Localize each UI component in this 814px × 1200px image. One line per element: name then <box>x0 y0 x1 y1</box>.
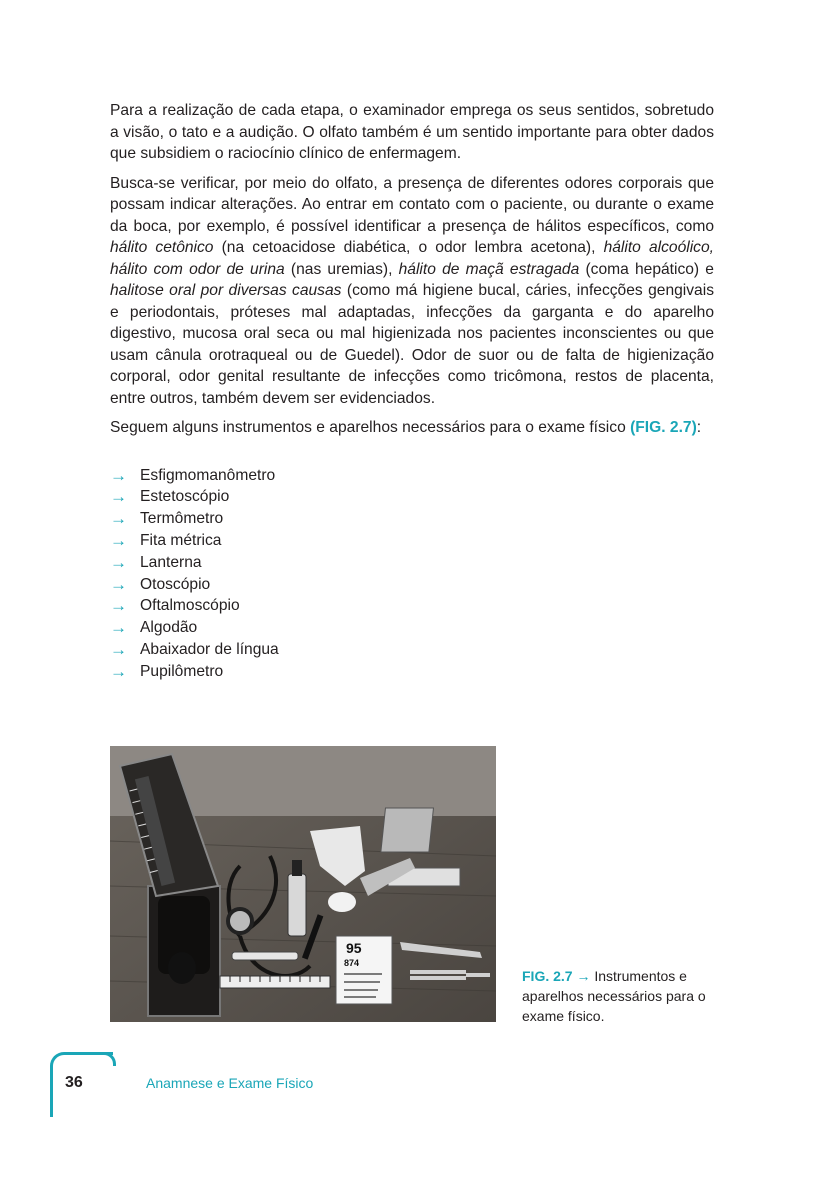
paragraph-olfato <box>110 173 714 410</box>
arrow-right-icon: → <box>110 640 127 660</box>
list-item-label: Oftalmoscópio <box>140 597 240 615</box>
text-run: Busca-se verificar, por meio do olfato, a presença de diferentes odores corporais que possam indicar alterações. Ao entrar em contato com o paciente, ou durante o exame da boca, por exemplo, é possível identificar a presença de hálitos específicos, como <box>110 174 714 235</box>
arrow-right-icon: → <box>110 509 127 529</box>
list-item <box>110 508 714 530</box>
thermometer <box>232 952 298 960</box>
list-item-label: Esfigmomanômetro <box>140 466 276 484</box>
list-item-label: Lanterna <box>140 553 202 571</box>
list-item <box>110 552 714 574</box>
text-run: (na cetoacidose diabética, o odor lembra acetona), <box>213 239 604 256</box>
italic-term: hálito cetônico <box>110 239 214 256</box>
figure-caption-text: Instrumentos e aparelhos necessários para o exame físico. <box>522 968 706 1024</box>
measuring-tape <box>220 976 330 988</box>
text-run: Seguem alguns instrumentos e aparelhos necessários para o exame físico <box>110 419 631 436</box>
list-item <box>110 595 714 617</box>
figure-caption <box>522 966 722 1026</box>
text-run: (coma hepático) e <box>579 260 714 278</box>
text-run: : <box>696 419 702 436</box>
list-item <box>110 573 714 595</box>
running-title: Anamnese e Exame Físico <box>146 1075 314 1091</box>
box <box>381 808 434 852</box>
list-item-label: Pupilômetro <box>140 662 224 680</box>
figure-reference-link[interactable]: (FIG. 2.7) <box>630 419 697 436</box>
list-item-label: Algodão <box>140 619 198 637</box>
list-item <box>110 639 714 661</box>
cotton <box>328 892 356 912</box>
eye-chart-card <box>336 936 392 1004</box>
arrow-right-icon: → <box>110 574 127 594</box>
text-run: (nas uremias), <box>284 260 399 278</box>
arrow-right-icon: → <box>110 465 127 485</box>
list-item-label: Abaixador de língua <box>140 641 279 659</box>
arrow-right-icon: → <box>110 531 127 551</box>
list-item <box>110 661 714 683</box>
eye-chart-line: 95 <box>346 940 362 956</box>
page-number: 36 <box>65 1074 83 1091</box>
paragraph-senses: Para a realização de cada etapa, o examinador emprega os seus sentidos, sobretudo a visão, o tato e a audição. O olfato também é um sentido importante para obter dados que subsidiem o raciocínio clínico de enfermagem. <box>110 102 714 162</box>
arrow-right-icon: → <box>110 618 127 638</box>
italic-term: halitose oral por diversas causas <box>110 282 342 299</box>
list-item-label: Fita métrica <box>140 532 222 550</box>
list-item-label: Otoscópio <box>140 575 211 593</box>
italic-term: hálito de maçã estragada <box>398 260 580 278</box>
italic-term: hálito alcoólico, hálito com odor de urina <box>110 239 714 278</box>
arrow-right-icon: → <box>110 596 127 616</box>
list-item-label: Termômetro <box>140 510 224 528</box>
instruments-photo <box>110 746 496 1022</box>
paragraph-instruments-intro <box>110 417 714 439</box>
otoscope <box>288 874 306 936</box>
arrow-right-icon: → <box>110 487 127 507</box>
text-run: (como má higiene bucal, cáries, infecções gengivais e periodontais, próteses mal adaptadas, infecções da garganta e do aparelho digestivo, mucosa oral seca ou mal higienizada nos pacientes inconscientes ou que usam cânula orotraqueal ou de Guedel). Odor de suor ou de falta de higienização corporal, odor genital resultante de infecções como tricômona, restos de placenta, entre outros, também devem ser evidenciados. <box>110 282 714 407</box>
instrument-list <box>110 465 714 683</box>
figure-caption-label: FIG. 2.7 → <box>522 968 591 984</box>
list-item <box>110 617 714 639</box>
list-item <box>110 465 714 487</box>
instruments-photo-illustration <box>110 746 496 1022</box>
list-item <box>110 530 714 552</box>
eye-chart-line: 874 <box>344 958 360 968</box>
list-item <box>110 486 714 508</box>
body-text <box>110 100 714 682</box>
list-item-label: Estetoscópio <box>140 488 230 506</box>
arrow-right-icon: → <box>110 552 127 572</box>
arrow-right-icon: → <box>110 661 127 681</box>
